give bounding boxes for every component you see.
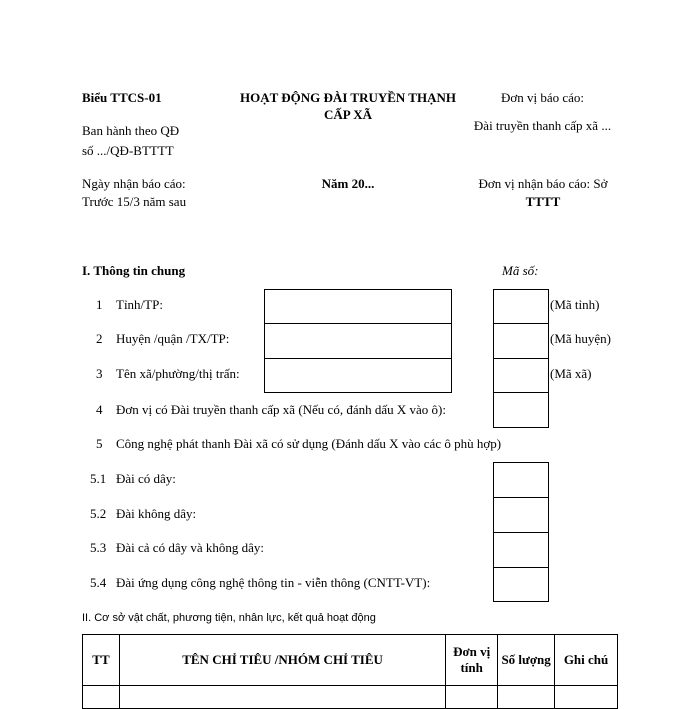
table-cell[interactable] (83, 686, 120, 709)
report-title-line2: CẤP XÃ (323, 107, 373, 122)
row-number: 5.3 (90, 540, 107, 555)
ict-label: Đài ứng dụng công nghệ thông tin - viễn thông (CNTT-VT): (116, 575, 431, 590)
wired-and-wireless-label: Đài cả có dây và không dây: (116, 540, 265, 555)
issued-by-line2: số .../QĐ-BTTTT (82, 143, 174, 158)
col-header-unit-line2: tính (460, 660, 483, 675)
commune-code-input[interactable] (493, 358, 549, 393)
ict-checkbox[interactable] (493, 567, 549, 602)
activity-table (82, 634, 618, 709)
province-input[interactable] (264, 289, 452, 324)
row-number: 3 (96, 366, 103, 381)
reporting-unit-value: Đài truyền thanh cấp xã ... (473, 118, 612, 133)
receive-date-label: Ngày nhận báo cáo: (82, 176, 186, 191)
province-code-input[interactable] (493, 289, 549, 324)
district-input[interactable] (264, 323, 452, 359)
code-label: Mã số: (502, 263, 539, 278)
col-header-unit (446, 635, 498, 686)
table-cell[interactable] (119, 686, 445, 709)
district-code-note: (Mã huyện) (550, 331, 612, 346)
table-cell[interactable] (446, 686, 498, 709)
wired-checkbox[interactable] (493, 462, 549, 498)
wired-label: Đài có dây: (116, 471, 176, 486)
receiving-unit-line1: Đơn vị nhận báo cáo: Sở (478, 176, 608, 191)
wireless-checkbox[interactable] (493, 497, 549, 533)
province-label: Tỉnh/TP: (116, 297, 163, 312)
receiving-unit-line2: TTTT (525, 194, 561, 209)
wired-and-wireless-checkbox[interactable] (493, 532, 549, 568)
row-number: 5.2 (90, 506, 107, 521)
province-code-note: (Mã tỉnh) (550, 297, 600, 312)
row-number: 1 (96, 297, 103, 312)
commune-code-note: (Mã xã) (550, 366, 592, 381)
section2-heading: II. Cơ sở vật chất, phương tiện, nhân lực, kết quả hoạt động (82, 612, 376, 624)
commune-label: Tên xã/phường/thị trấn: (116, 366, 240, 381)
row-number: 5 (96, 436, 103, 451)
form-code: Biểu TTCS-01 (82, 90, 162, 105)
wireless-label: Đài không dây: (116, 506, 197, 521)
table-cell[interactable] (498, 686, 555, 709)
row-number: 4 (96, 402, 103, 417)
table-cell[interactable] (555, 686, 618, 709)
receive-date-value: Trước 15/3 năm sau (82, 194, 187, 209)
section1-heading: I. Thông tin chung (82, 263, 186, 278)
issued-by-line1: Ban hành theo QĐ (82, 123, 180, 138)
report-year: Năm 20... (321, 176, 375, 191)
has-station-checkbox[interactable] (493, 392, 549, 428)
district-code-input[interactable] (493, 323, 549, 359)
district-label: Huyện /quận /TX/TP: (116, 331, 230, 346)
row-number: 5.4 (90, 575, 107, 590)
report-title-line1: HOẠT ĐỘNG ĐÀI TRUYỀN THẠNH (240, 90, 456, 105)
has-station-label: Đơn vị có Đài truyền thanh cấp xã (Nếu có, đánh dấu X vào ô): (116, 402, 446, 417)
table-header-row (83, 635, 618, 686)
col-header-tt: TT (83, 635, 120, 686)
commune-input[interactable] (264, 358, 452, 393)
row-number: 5.1 (90, 471, 107, 486)
reporting-unit-label: Đơn vị báo cáo: (500, 90, 585, 105)
technology-label: Công nghệ phát thanh Đài xã có sử dụng (Đánh dấu X vào các ô phù hợp) (116, 436, 502, 451)
col-header-indicator: TÊN CHỈ TIÊU /NHÓM CHỈ TIÊU (119, 635, 445, 686)
table-row (83, 686, 618, 709)
col-header-quantity: Số lượng (498, 635, 555, 686)
row-number: 2 (96, 331, 103, 346)
col-header-note: Ghi chú (555, 635, 618, 686)
col-header-unit-line1: Đơn vị (453, 644, 491, 659)
